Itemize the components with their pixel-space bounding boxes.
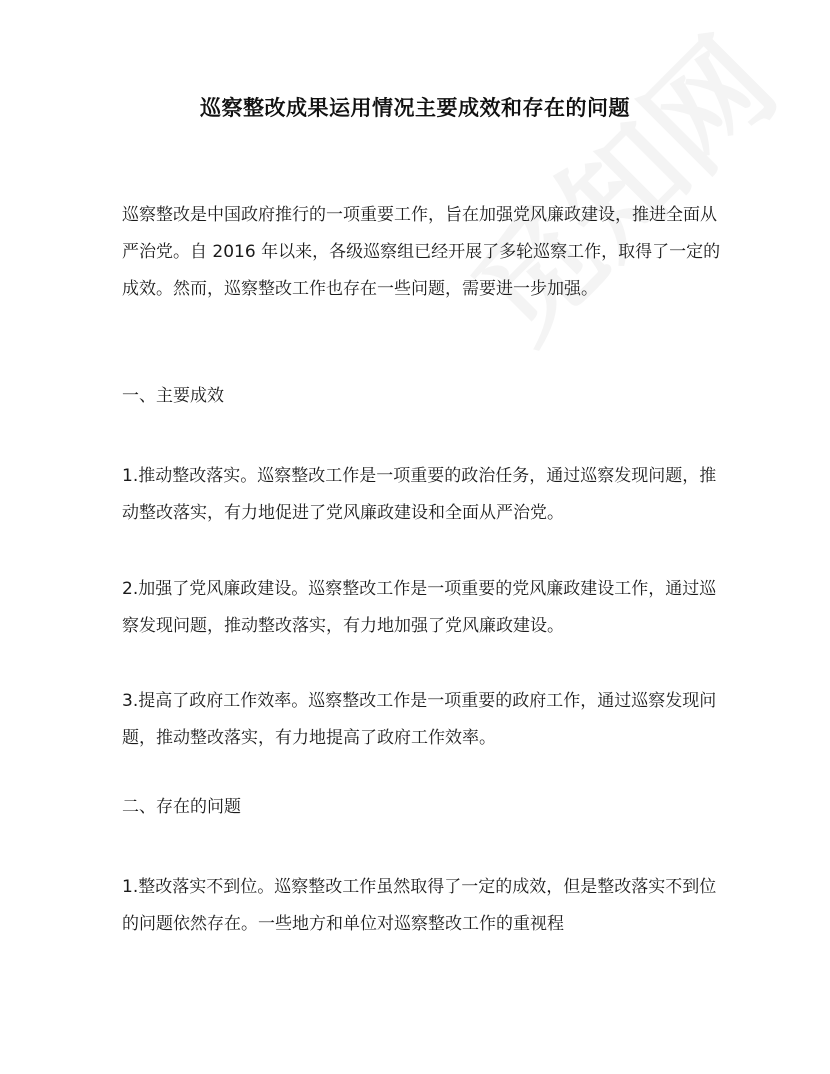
achievement-item-2: 2.加强了党风廉政建设。巡察整改工作是一项重要的党风廉政建设工作，通过巡察发现问题，推动整改落实，有力地加强了党风廉政建设。 <box>122 579 717 636</box>
intro-paragraph: 巡察整改是中国政府推行的一项重要工作，旨在加强党风廉政建设，推进全面从严治党。自 2016 年以来，各级巡察组已经开展了多轮巡察工作，取得了一定的成效。然而，巡察整改工作也存在一些问题，需要进一步加强。 <box>122 205 721 299</box>
achievement-item-1: 1.推动整改落实。巡察整改工作是一项重要的政治任务，通过巡察发现问题，推动整改落实，有力地促进了党风廉政建设和全面从严治党。 <box>122 466 717 523</box>
problem-item-1: 1.整改落实不到位。巡察整改工作虽然取得了一定的成效，但是整改落实不到位的问题依然存在。一些地方和单位对巡察整改工作的重视程 <box>122 877 717 934</box>
achievement-item-3: 3.提高了政府工作效率。巡察整改工作是一项重要的政府工作，通过巡察发现问题，推动整改落实，有力地提高了政府工作效率。 <box>122 691 717 748</box>
section-heading-achievements: 一、主要成效 <box>122 386 224 406</box>
document-title: 巡察整改成果运用情况主要成效和存在的问题 <box>200 96 630 120</box>
section-heading-problems: 二、存在的问题 <box>122 797 241 817</box>
watermark <box>430 0 806 372</box>
